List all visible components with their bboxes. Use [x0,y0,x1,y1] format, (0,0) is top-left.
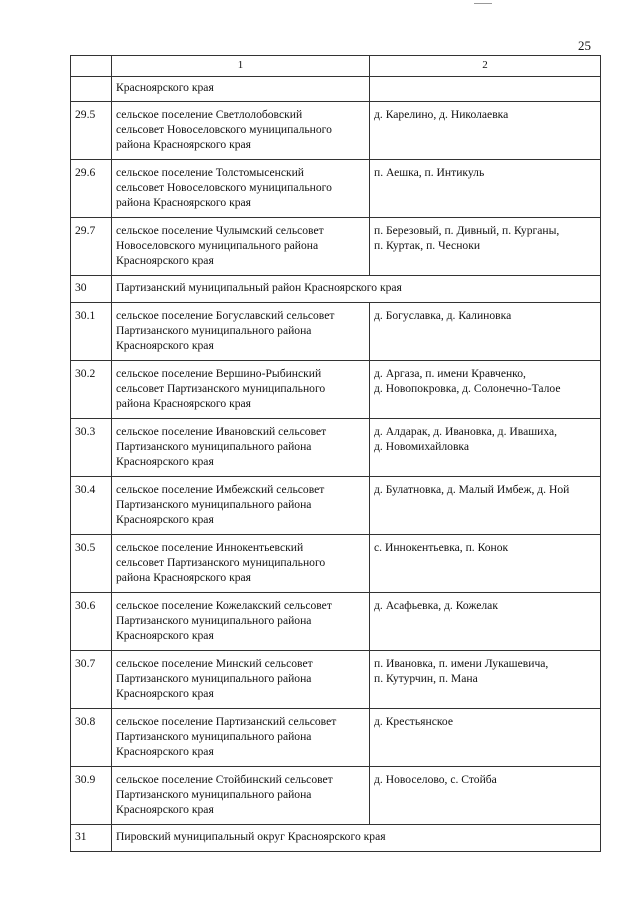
cell-name: Красноярского края [112,77,370,102]
settlements-table [70,55,601,852]
cell-name: сельское поселение Ивановский сельсовет Партизанского муниципального района Красноярского края [112,419,370,477]
cell-places: д. Алдарак, д. Ивановка, д. Ивашиха, д. Новомихайловка [370,419,601,477]
cell-places: д. Богуславка, д. Калиновка [370,303,601,361]
cell-name: сельское поселение Иннокентьевский сельсовет Партизанского муниципального района Красноярского края [112,535,370,593]
cell-num: 30 [71,276,112,303]
table-row [71,651,601,709]
cell-num: 30.6 [71,593,112,651]
cell-places: д. Карелино, д. Николаевка [370,102,601,160]
cell-num: 30.9 [71,767,112,825]
cell-num: 29.5 [71,102,112,160]
page-number: 25 [578,38,591,53]
header-cell-num [71,56,112,77]
cell-num: 30.5 [71,535,112,593]
header-cell-1: 1 [112,56,370,77]
cell-name: сельское поселение Минский сельсовет Партизанского муниципального района Красноярского края [112,651,370,709]
cell-num: 30.7 [71,651,112,709]
cell-places: д. Булатновка, д. Малый Имбеж, д. Ной [370,477,601,535]
cell-places: д. Асафьевка, д. Кожелак [370,593,601,651]
table-row [71,303,601,361]
cell-num: 29.6 [71,160,112,218]
section-title: Пировский муниципальный округ Красноярского края [112,825,601,852]
table-row [71,102,601,160]
cell-num [71,77,112,102]
cell-name: сельское поселение Стойбинский сельсовет Партизанского муниципального района Красноярского края [112,767,370,825]
cell-places: п. Ивановка, п. имени Лукашевича, п. Кутурчин, п. Мана [370,651,601,709]
cell-places: с. Иннокентьевка, п. Конок [370,535,601,593]
cell-places [370,77,601,102]
cell-name: сельское поселение Светлолобовский сельсовет Новоселовского муниципального района Красноярского края [112,102,370,160]
header-cell-2: 2 [370,56,601,77]
table-row [71,535,601,593]
cell-num: 30.3 [71,419,112,477]
cell-num: 29.7 [71,218,112,276]
cell-num: 30.1 [71,303,112,361]
table-row [71,419,601,477]
cell-num: 30.2 [71,361,112,419]
cell-name: сельское поселение Чулымский сельсовет Новоселовского муниципального района Красноярского края [112,218,370,276]
table-row [71,767,601,825]
section-title: Партизанский муниципальный район Красноярского края [112,276,601,303]
continuation-row [71,77,601,102]
cell-name: сельское поселение Партизанский сельсовет Партизанского муниципального района Красноярского края [112,709,370,767]
cell-places: д. Крестьянское [370,709,601,767]
cell-num: 31 [71,825,112,852]
cell-places: д. Аргаза, п. имени Кравченко, д. Новопокровка, д. Солонечно-Талое [370,361,601,419]
cell-name: сельское поселение Вершино-Рыбинский сельсовет Партизанского муниципального района Красноярского края [112,361,370,419]
cell-name: сельское поселение Толстомысенский сельсовет Новоселовского муниципального района Красноярского края [112,160,370,218]
cell-places: п. Аешка, п. Интикуль [370,160,601,218]
section-row [71,276,601,303]
table-row [71,709,601,767]
cell-num: 30.4 [71,477,112,535]
table-row [71,361,601,419]
cell-num: 30.8 [71,709,112,767]
cell-name: сельское поселение Богуславский сельсовет Партизанского муниципального района Красноярского края [112,303,370,361]
top-mark [474,3,492,4]
cell-places: д. Новоселово, с. Стойба [370,767,601,825]
cell-places: п. Березовый, п. Дивный, п. Курганы, п. Куртак, п. Чесноки [370,218,601,276]
cell-name: сельское поселение Кожелакский сельсовет Партизанского муниципального района Красноярского края [112,593,370,651]
table-row [71,160,601,218]
table-row [71,593,601,651]
table-row [71,218,601,276]
cell-name: сельское поселение Имбежский сельсовет Партизанского муниципального района Красноярского края [112,477,370,535]
header-row [71,56,601,77]
table-row [71,477,601,535]
section-row [71,825,601,852]
